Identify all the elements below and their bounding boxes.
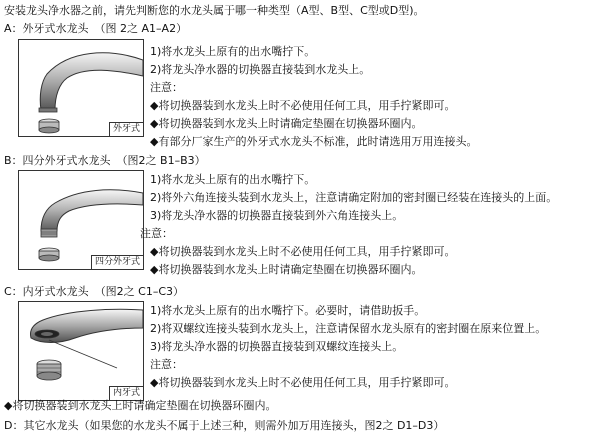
section-a-ref: （图 2之 A1–A2）: [94, 22, 188, 35]
section-b-header: [4, 154, 206, 168]
section-c-header: [4, 285, 184, 299]
section-b-step1: 1)将水龙头上原有的出水嘴拧下。: [150, 173, 316, 186]
section-b-step3: 3)将龙头净水器的切换器直接装到外六角连接头上。: [150, 209, 404, 222]
section-c-note1: ◆将切换器装到水龙头上时不必使用任何工具，用手拧紧即可。: [150, 376, 456, 389]
section-b-note2: ◆将切换器装到水龙头上时请确定垫圈在切换器环圈内。: [150, 263, 423, 276]
section-a-title: A：外牙式水龙头: [4, 22, 89, 35]
section-c-step1: 1)将水龙头上原有的出水嘴拧下。必要时，请借助扳手。: [150, 304, 426, 317]
section-a-step2: 2)将龙头净水器的切换器直接装到水龙头上。: [150, 63, 371, 76]
section-c-ref: （图2之 C1–C3）: [94, 285, 185, 298]
section-b-step2: 2)将外六角连接头装到水龙头上，注意请确定附加的密封圈已经装在连接头的上面。: [150, 191, 558, 204]
section-a-note-label: 注意：: [150, 81, 183, 94]
section-b-note-label: 注意：: [140, 227, 173, 240]
section-b-note1: ◆将切换器装到水龙头上时不必使用任何工具，用手拧紧即可。: [150, 245, 456, 258]
faucet-b-tag: 四分外牙式: [91, 255, 143, 269]
section-b-ref: （图2之 B1–B3）: [116, 154, 206, 167]
section-a-header: [4, 22, 187, 36]
section-c-note-label: 注意：: [150, 358, 183, 371]
section-a-note3: ◆有部分厂家生产的外牙式水龙头不标准，此时请选用万用连接头。: [150, 135, 478, 148]
faucet-b-illustration: [18, 170, 144, 270]
intro-text: 安装龙头净水器之前，请先判断您的水龙头属于哪一种类型（A型、B型、C型或D型)。: [4, 4, 425, 17]
faucet-a-illustration: [18, 39, 144, 137]
section-c-note2: ◆将切换器装到水龙头上时请确定垫圈在切换器环圈内。: [4, 399, 277, 412]
section-a-note1: ◆将切换器装到水龙头上时不必使用任何工具，用手拧紧即可。: [150, 99, 456, 112]
section-c-step2: 2)将双螺纹连接头装到水龙头上，注意请保留水龙头原有的密封圈在原来位置上。: [150, 322, 547, 335]
faucet-c-illustration: [18, 301, 144, 401]
faucet-a-tag: 外牙式: [109, 122, 143, 136]
section-d-text: D：其它水龙头（如果您的水龙头不属于上述三种，则需外加万用连接头，图2之 D1–D3）: [4, 419, 445, 432]
section-a-note2: ◆将切换器装到水龙头上时请确定垫圈在切换器环圈内。: [150, 117, 423, 130]
section-c-step3: 3)将龙头净水器的切换器直接装到双螺纹连接头上。: [150, 340, 404, 353]
section-c-title: C：内牙式水龙头: [4, 285, 89, 298]
section-a-step1: 1)将水龙头上原有的出水嘴拧下。: [150, 45, 316, 58]
faucet-c-tag: 内牙式: [109, 386, 143, 400]
section-b-title: B：四分外牙式水龙头: [4, 154, 111, 167]
